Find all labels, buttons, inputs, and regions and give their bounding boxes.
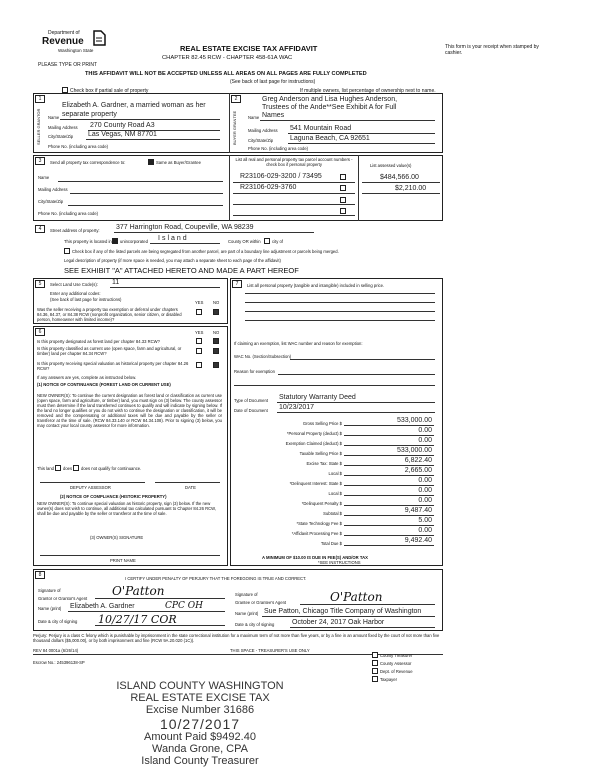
see-instructions: *SEE INSTRUCTIONS [318, 560, 361, 565]
stamp-line: 10/27/2017 [159, 716, 241, 732]
value-header: List assessed value(s) [370, 163, 412, 168]
forest-no[interactable] [213, 338, 219, 344]
does-checkbox[interactable] [55, 465, 61, 471]
legal-label: Legal description of property (if more space is needed, you may attach a separate sheet to each page of the affidavit) [64, 258, 281, 263]
seller-address-label: Mailing Address [48, 125, 78, 130]
does: does [63, 466, 73, 471]
reason-label: Reason for exemption [234, 369, 275, 374]
tax-row-value: 0.00 [418, 497, 432, 504]
buyer-phone-label: Phone No. (including area code) [248, 146, 309, 151]
not-qualify: does not qualify for continuance. [81, 466, 142, 471]
section-6-num: 6 [35, 328, 45, 336]
corr-phone-label: Phone No. (including area code) [38, 211, 99, 216]
warning: THIS AFFIDAVIT WILL NOT BE ACCEPTED UNLESS ALL AREAS ON ALL PAGES ARE FULLY COMPLETED [85, 71, 367, 77]
current-use-yes[interactable] [196, 348, 202, 354]
parcel-1-acct: R23106-029-3200 / 73495 [240, 173, 322, 180]
tax-row-value: 533,000.00 [396, 417, 432, 424]
treasurer-space: THIS SPACE - TREASURER'S USE ONLY [230, 648, 310, 653]
notice1-title: (1) NOTICE OF CONTINUANCE (FOREST LAND OR CURRENT USE) [37, 382, 171, 387]
seller-city-label: City/State/Zip [48, 134, 74, 139]
stamp-line: Excise Number 31686 [145, 704, 255, 716]
see-back: (See back of last page for instructions) [230, 79, 316, 85]
partial-sale-label: Check box if partial sale of property [70, 88, 149, 94]
exemption-question: Was the seller receiving a property tax exemption or deferral under chapters 84.36, 84.37, or 84.38 RCW (nonprofit organization, senior citizen, or disabled person, homeowner with limited income)? [37, 307, 182, 322]
buyer-name-2: Trustees of the Ande**See Exhibit A for Full [262, 104, 397, 111]
seller-name-2: separate property [62, 111, 117, 118]
legal-description: SEE EXHIBIT "A" ATTACHED HERETO AND MADE A PART HEREOF [64, 266, 299, 275]
print-name: PRINT NAME [110, 558, 136, 563]
unincorporated: unincorporated [120, 239, 148, 244]
buyer-city-label: City/State/Zip [248, 138, 274, 143]
street-label: Street address of property: [50, 228, 100, 233]
copy-check-label: Taxpayer [380, 677, 397, 682]
seller-name-1: Elizabeth A. Gardner, a married woman as her [62, 102, 206, 109]
grantee-agent-label: Grantee or Grantee's Agent [235, 600, 287, 605]
section-5-num: 5 [35, 280, 45, 288]
grantor-sig-label: Signature of [38, 588, 61, 593]
tax-row-value: 0.00 [418, 477, 432, 484]
deputy-assessor: DEPUTY ASSESSOR [70, 485, 111, 490]
tax-row-value: 0.00 [418, 487, 432, 494]
q-no: NO [213, 300, 220, 305]
buyer-name-label: Name [248, 115, 260, 120]
tax-row-value: 9,487.40 [404, 507, 432, 514]
exemption-no[interactable] [213, 309, 219, 315]
grantor-signature: O'Patton [112, 584, 165, 598]
section-7-num: 7 [232, 280, 242, 288]
owner-signature: (3) OWNER(S) SIGNATURE [90, 535, 144, 540]
notice2-text: NEW OWNER(S): To continue special valuation as historic property, sign (3) below. If the new owner(s) does not wish to continue, all additional tax calculated pursuant to Chapter 84.26 RCW, shall be due and payable by the seller or transferor at the time of sale. [37, 501, 216, 516]
historic-question: Is this property receiving special valuation as historical property per chapter 84.26 RCW? [37, 361, 189, 371]
copy-check[interactable] [372, 668, 378, 674]
buyer-city[interactable]: Laguna Beach, CA 92651 [290, 135, 370, 142]
q-yes: YES [195, 300, 204, 305]
grantee-sig-label: Signature of [235, 592, 258, 597]
tax-row-label: Taxable Selling Price $ [299, 451, 342, 456]
street-address[interactable]: 377 Harrington Road, Coupeville, WA 98239 [116, 224, 254, 231]
unincorporated-checkbox[interactable] [112, 238, 118, 244]
minimum-fee: A MINIMUM OF $10.00 IS DUE IN FEE(S) AND/OR TAX [262, 555, 368, 560]
seller-city[interactable]: Las Vegas, NM 87701 [88, 131, 157, 138]
city-checkbox[interactable] [264, 238, 270, 244]
corr-name-label: Name [38, 175, 50, 180]
seller-phone-label: Phone No. (including area code) [48, 144, 109, 149]
section-1-num: 1 [35, 95, 45, 103]
located-in: This property is located in [64, 239, 112, 244]
land-use-see-back: (See back of last page for instructions) [50, 297, 122, 302]
tax-row-value: 533,000.00 [396, 447, 432, 454]
escrow-no: Escrow No.: 245396138-SP [33, 660, 85, 665]
seller-name-label: Name [48, 115, 60, 120]
notice1-text: NEW OWNER(S): To continue the current designation as forest land or classification as current use (open space, farm and agriculture, or timber) land, you must sign on (3) below. The county assessor must then determine if the land transferred continues to qualify and will indicate by signing below. If the land no longer qualifies or you do not wish to continue the designation or classification, it will be removed and the compensating or additional taxes will be due and payable by the seller or transferor at the time of sale. (RCW 84.33.140 or RCW 84.34.108). Prior to signing (3) below, you may contact your local county assessor for more information. [37, 393, 222, 428]
if-yes: If any answers are yes, complete as instructed below. [37, 375, 137, 380]
receipt-note: This form is your receipt when stamped by cashier. [445, 44, 539, 56]
copy-check-label: Dept. of Revenue [380, 669, 413, 674]
same-as-buyer-label: Same as Buyer/Grantee [156, 160, 201, 165]
same-as-buyer-checkbox[interactable] [148, 159, 154, 165]
deputy-date: DATE [185, 485, 196, 490]
grantor-name-label: Name (print) [38, 606, 62, 611]
segregated-checkbox[interactable] [64, 248, 70, 254]
buyer-name-3: Names [262, 112, 285, 119]
logo-state: Washington State [58, 48, 94, 53]
stamp-line: REAL ESTATE EXCISE TAX [130, 692, 270, 704]
type-print: PLEASE TYPE OR PRINT [38, 62, 98, 68]
tax-row-value: 0.00 [418, 437, 432, 444]
grantee-date-label: Date & city of signing [235, 622, 275, 627]
parcel-2-value: $2,210.00 [395, 185, 427, 192]
current-use-no[interactable] [213, 348, 219, 354]
stamp-line: Island County Treasurer [141, 755, 259, 767]
tax-row-label: *Delinquent Interest: State $ [289, 481, 342, 486]
doc-type-label: Type of Document [234, 398, 268, 403]
revenue-logo [38, 30, 118, 60]
seller-side-label: SELLER GRANTOR [36, 108, 41, 145]
tax-row-value: 0.00 [418, 527, 432, 534]
section-2-num: 2 [231, 95, 241, 103]
form-title: REAL ESTATE EXCISE TAX AFFIDAVIT [180, 44, 318, 53]
forest-yes[interactable] [196, 338, 202, 344]
current-use-question: Is this property classified as current use (open space, farm and agricultural, or timber) land per chapter 84.34 RCW? [37, 346, 182, 356]
tax-row-label: Total Due $ [320, 541, 342, 546]
parcel-3-checkbox[interactable] [340, 197, 346, 203]
parcel-1-value: $484,566.00 [380, 174, 419, 181]
parcel-2-acct: R23106-029-3760 [240, 184, 297, 191]
tax-row-value: 5.00 [418, 517, 432, 524]
this-land: This land [37, 466, 54, 471]
buyer-address[interactable]: 541 Mountain Road [290, 125, 352, 132]
land-use-code[interactable]: 11 [112, 279, 120, 286]
historic-yes[interactable] [196, 362, 202, 368]
form-chapter: CHAPTER 82.45 RCW - CHAPTER 458-61A WAC [162, 55, 293, 61]
land-use-label: Select Land Use Code(s): [50, 282, 98, 287]
doc-icon [92, 30, 106, 46]
parcel-header: List all real and personal property tax parcel account numbers - check box if personal property [235, 157, 353, 167]
section-8-num: 8 [35, 571, 45, 579]
tax-row-value: 9,492.40 [404, 537, 432, 544]
tax-row-label: *Personal Property (deduct) $ [286, 431, 342, 436]
copy-check[interactable] [372, 652, 378, 658]
historic-no[interactable] [213, 362, 219, 368]
tax-row-label: *State Technology Fee $ [296, 521, 342, 526]
tax-row-label: Gross Selling Price $ [302, 421, 342, 426]
parcel-2-checkbox[interactable] [340, 185, 346, 191]
notice2-title: (2) NOTICE OF COMPLIANCE (HISTORIC PROPERTY) [60, 494, 167, 499]
grantor-agent-label: Grantor or Grantor's Agent [38, 596, 88, 601]
grantor-date: 10/27/17 COR [98, 613, 177, 626]
grantee-name-label: Name (print) [235, 611, 259, 616]
corr-mail-label: Mailing Address [38, 187, 68, 192]
exemption-yes[interactable] [196, 309, 202, 315]
copy-check[interactable] [372, 660, 378, 666]
copy-check-label: County Treasurer [380, 653, 413, 658]
buyer-name-1: Greg Anderson and Lisa Hughes Anderson, [262, 96, 398, 103]
city-of: city of [272, 239, 283, 244]
corr-city-label: City/State/Zip [38, 199, 64, 204]
s6-yes: YES [195, 330, 204, 335]
logo-dept: Department of [48, 30, 80, 36]
corr-label: Send all property tax correspondence to: [50, 160, 126, 165]
tax-row-label: Excise Tax: State $ [306, 461, 342, 466]
grantor-name: Elizabeth A. Gardner [70, 603, 135, 610]
segregated-note: Check box if any of the listed parcels are being segregated from another parcel, are part of a boundary line adjustment or parcels being merged. [72, 249, 339, 254]
tax-row-value: 2,665.00 [404, 467, 432, 474]
parcel-1-checkbox[interactable] [340, 174, 346, 180]
rev-number: REV 84 0001a (6/26/14) [33, 648, 79, 653]
multiple-owners: If multiple owners, list percentage of ownership next to name. [300, 88, 436, 94]
tax-row-label: *Delinquent Penalty $ [301, 501, 342, 506]
tax-row-label: Local $ [328, 471, 342, 476]
county-label: County OR within [228, 239, 261, 244]
county-name: Island [158, 235, 189, 242]
grantor-date-label: Date & city of signing [38, 619, 78, 624]
copy-check-label: County Assessor [380, 661, 412, 666]
perjury: Perjury: Perjury is a class C felony which is punishable by imprisonment in the state correctional institution for a maximum term of not more than five years, or by a fine in an amount fixed by the court of not more than five thousand dollars ($5,000.00), or by both imprisonment and fine (RCW 9A.20.020 (1C)). [33, 633, 440, 643]
tax-row-label: Exemption Claimed (deduct) $ [285, 441, 342, 446]
grantee-signature: O'Patton [330, 590, 383, 604]
seller-address[interactable]: 270 County Road A3 [90, 122, 155, 129]
grantee-date: October 24, 2017 Oak Harbor [292, 619, 385, 626]
buyer-side-label: BUYER GRANTEE [232, 110, 237, 145]
logo-name: Revenue [42, 36, 84, 47]
forest-question: Is this property designated as forest land per chapter 84.33 RCW? [37, 339, 160, 344]
s6-no: NO [213, 330, 220, 335]
doc-date-label: Date of Document [234, 408, 268, 413]
tax-row-label: *Affidavit Processing Fee $ [291, 531, 342, 536]
exemption-claim: If claiming an exemption, list WAC number and reason for exemption: [234, 341, 363, 346]
stamp-line: ISLAND COUNTY WASHINGTON [116, 680, 284, 692]
section-4-num: 4 [35, 225, 45, 233]
certify: I CERTIFY UNDER PENALTY OF PERJURY THAT THE FOREGOING IS TRUE AND CORRECT. [125, 576, 307, 581]
wac-label: WAC No. (Section/Subsection) [234, 354, 292, 359]
doc-date: 10/23/2017 [279, 404, 315, 411]
additional-codes: Enter any additional codes: [50, 291, 101, 296]
stamp-line: Amount Paid $9492.40 [144, 731, 256, 743]
personal-property-label: List all personal property (tangible and intangible) included in selling price. [247, 283, 385, 288]
cpc-oh: CPC OH [165, 601, 203, 611]
parcel-4-checkbox[interactable] [340, 208, 346, 214]
tax-row-value: 0.00 [418, 427, 432, 434]
buyer-address-label: Mailing Address [248, 128, 278, 133]
tax-row-label: Subtotal $ [323, 511, 342, 516]
grantee-name: Sue Patton, Chicago Title Company of Washington [264, 608, 422, 615]
tax-row-value: 6,822.40 [404, 457, 432, 464]
section-3-num: 3 [35, 157, 45, 165]
does-not-checkbox[interactable] [73, 465, 79, 471]
tax-row-label: Local $ [328, 491, 342, 496]
doc-type: Statutory Warranty Deed [279, 394, 356, 401]
stamp-line: Wanda Grone, CPA [152, 743, 248, 755]
